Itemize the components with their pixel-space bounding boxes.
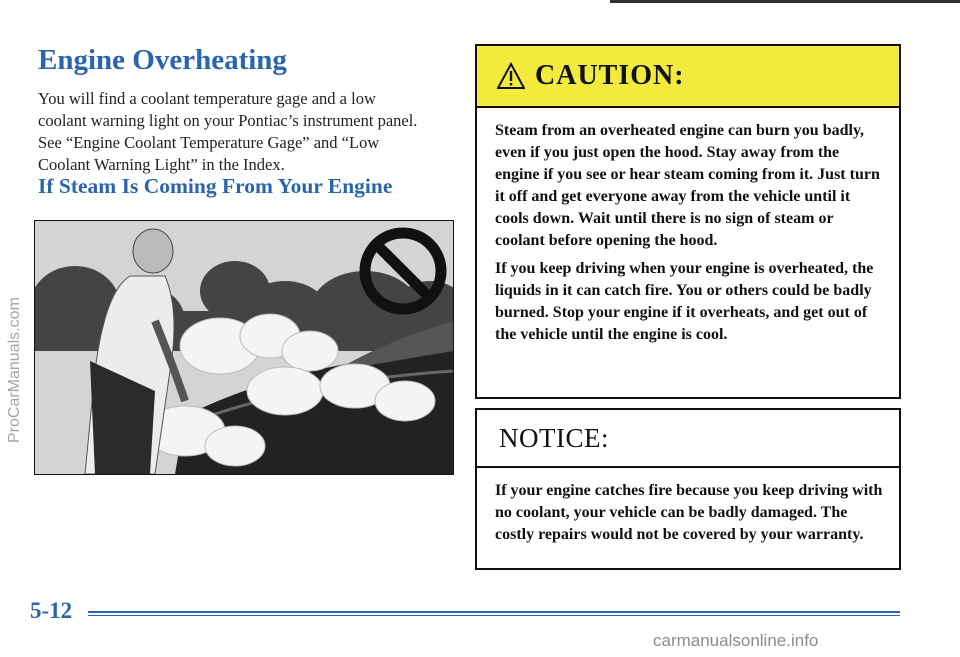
warning-triangle-icon (497, 62, 525, 90)
footer-rule (88, 611, 900, 613)
caution-header (477, 46, 899, 108)
caution-paragraph-2: If you keep driving when your engine is overheated, the liquids in it can catch fire. You or others could be badly burned. Stop your engine if it overheats, and get out of the vehicle until the engine is cool. (495, 260, 874, 343)
watermark-left: ProCarManuals.com (6, 297, 23, 443)
watermark-bottom: carmanualsonline.info (653, 631, 819, 650)
caution-paragraph-1: Steam from an overheated engine can burn you badly, even if you just open the hood. Stay away from the engine if you see or hear steam coming from it. Just turn it off and get everyone away from the vehicle until it cools down. Wait until there is no sign of steam or coolant before opening the hood. (495, 122, 880, 249)
notice-paragraph: If your engine catches fire because you keep driving with no coolant, your vehicle can be badly damaged. The costly repairs would not be covered by your warranty. (495, 482, 883, 543)
notice-box (475, 408, 901, 570)
caution-title: CAUTION: (535, 60, 685, 91)
intro-paragraph: You will find a coolant temperature gage and a low coolant warning light on your Pontiac’s instrument panel. See “Engine Coolant Temperature Gage” and “Low Coolant Warning Light” in the Index. (38, 89, 418, 174)
notice-body (477, 468, 899, 546)
notice-title: NOTICE: (499, 422, 609, 453)
notice-header (477, 410, 899, 468)
top-rule (610, 0, 960, 3)
caution-body (477, 108, 899, 346)
page-heading: Engine Overheating (38, 44, 287, 76)
steam-engine-illustration (34, 220, 454, 475)
page-number: 5-12 (30, 598, 73, 623)
caution-box (475, 44, 901, 399)
footer-rule-thin (88, 615, 900, 616)
section-subheading: If Steam Is Coming From Your Engine (38, 174, 393, 198)
